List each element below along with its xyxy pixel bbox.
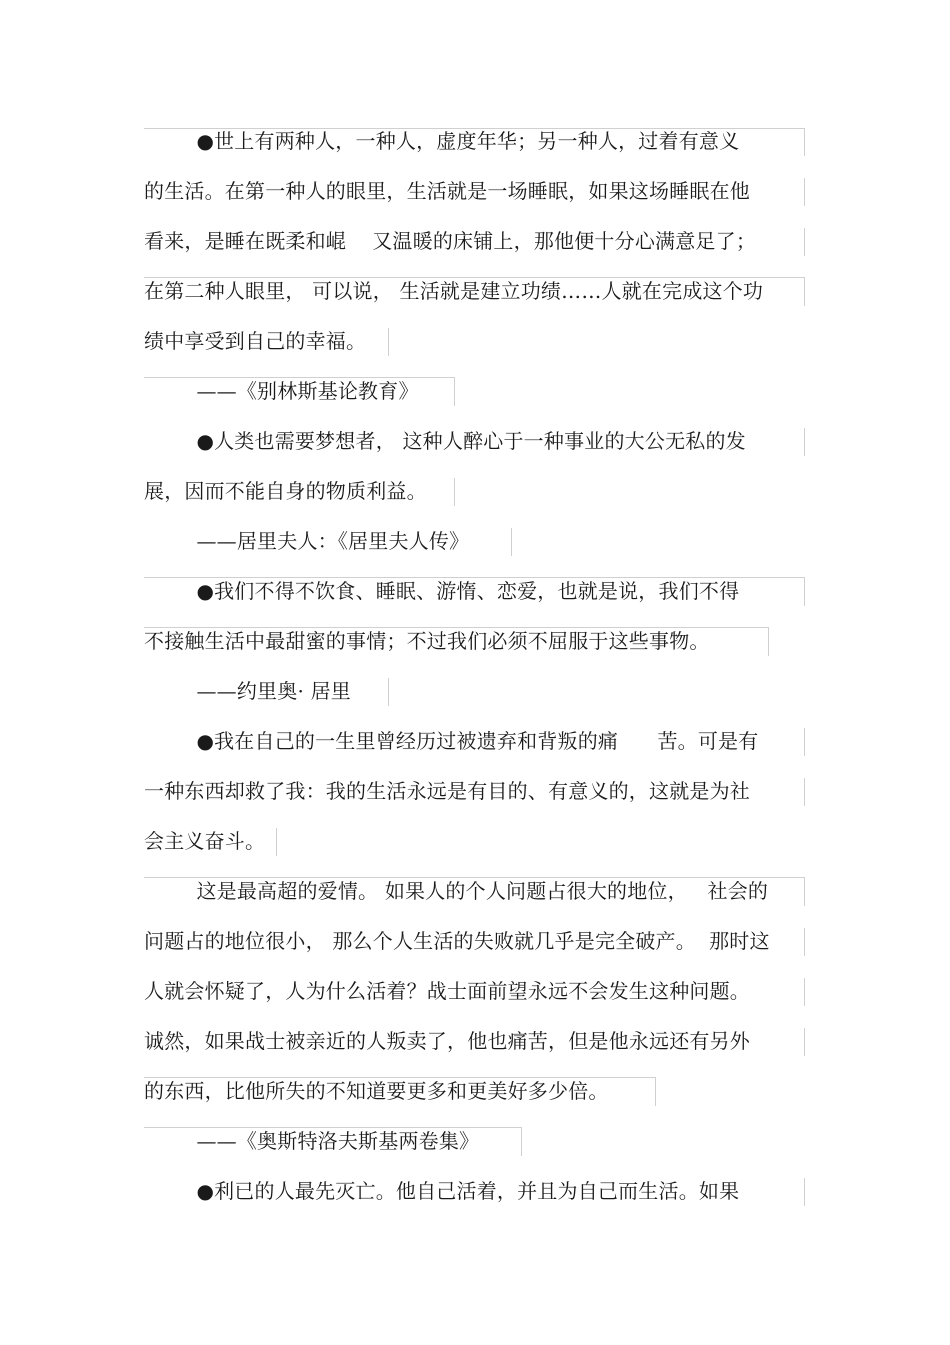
- guide-rule: [804, 578, 805, 606]
- guide-rule: [144, 128, 805, 129]
- guide-rule: [144, 1127, 522, 1128]
- text-line: 看来，是睡在既柔和崐 又温暖的床铺上，那他便十分心满意足了；: [144, 229, 757, 253]
- text-line: 的生活。在第一种人的眼里，生活就是一场睡眠，如果这场睡眠在他: [144, 179, 750, 203]
- text-line: 诚然，如果战士被亲近的人叛卖了，他也痛苦，但是他永远还有另外: [144, 1029, 750, 1053]
- guide-rule: [804, 128, 805, 156]
- attribution-line: ——《别林斯基论教育》: [144, 379, 419, 403]
- attribution-line: ——约里奥· 居里: [144, 679, 351, 703]
- guide-rule: [804, 228, 805, 256]
- guide-rule: [804, 278, 805, 306]
- guide-rule: [144, 877, 805, 878]
- guide-rule: [804, 1028, 805, 1056]
- guide-rule: [388, 678, 389, 706]
- guide-rule: [804, 928, 805, 956]
- guide-rule: [144, 627, 769, 628]
- guide-rule: [511, 528, 512, 556]
- guide-rule: [804, 428, 805, 456]
- guide-rule: [388, 328, 389, 356]
- guide-rule: [804, 178, 805, 206]
- text-line: 一种东西却救了我：我的生活永远是有目的、有意义的，这就是为社: [144, 779, 750, 803]
- text-line: 在第二种人眼里， 可以说， 生活就是建立功绩……人就在完成这个功: [144, 279, 764, 303]
- text-line: 不接触生活中最甜蜜的事情；不过我们必须不屈服于这些事物。: [144, 629, 710, 653]
- text-line: ●人类也需要梦想者， 这种人醉心于一种事业的大公无私的发: [144, 429, 746, 453]
- guide-rule: [804, 778, 805, 806]
- guide-rule: [804, 1178, 805, 1206]
- guide-rule: [804, 978, 805, 1006]
- guide-rule: [804, 728, 805, 756]
- guide-rule: [768, 628, 769, 656]
- text-line: 这是最高超的爱情。 如果人的个人问题占很大的地位， 社会的: [144, 879, 769, 903]
- guide-rule: [144, 1077, 656, 1078]
- text-line: 人就会怀疑了，人为什么活着？战士面前望永远不会发生这种问题。: [144, 979, 750, 1003]
- attribution-line: ——《奥斯特洛夫斯基两卷集》: [144, 1129, 480, 1153]
- guide-rule: [655, 1078, 656, 1106]
- guide-rule: [804, 878, 805, 906]
- text-line: 的东西，比他所失的不知道要更多和更美好多少倍。: [144, 1079, 609, 1103]
- text-line: 会主义奋斗。: [144, 829, 266, 853]
- text-line: 展，因而不能自身的物质利益。: [144, 479, 427, 503]
- guide-rule: [454, 478, 455, 506]
- text-line: ●利已的人最先灭亡。他自己活着，并且为自己而生活。如果: [144, 1179, 740, 1203]
- text-line: ●世上有两种人，一种人，虚度年华；另一种人，过着有意义: [144, 129, 740, 153]
- text-line: ●我在自己的一生里曾经历过被遗弃和背叛的痛 苦。可是有: [144, 729, 759, 753]
- guide-rule: [521, 1128, 522, 1156]
- attribution-line: ——居里夫人：《居里夫人传》: [144, 529, 470, 553]
- guide-rule: [144, 277, 805, 278]
- guide-rule: [454, 378, 455, 406]
- text-line: ●我们不得不饮食、睡眠、游惰、恋爱，也就是说，我们不得: [144, 579, 740, 603]
- guide-rule: [144, 577, 805, 578]
- text-line: 绩中享受到自己的幸福。: [144, 329, 367, 353]
- guide-rule: [144, 377, 455, 378]
- text-line: 问题占的地位很小， 那么个人生活的失败就几乎是完全破产。 那时这: [144, 929, 770, 953]
- guide-rule: [276, 828, 277, 856]
